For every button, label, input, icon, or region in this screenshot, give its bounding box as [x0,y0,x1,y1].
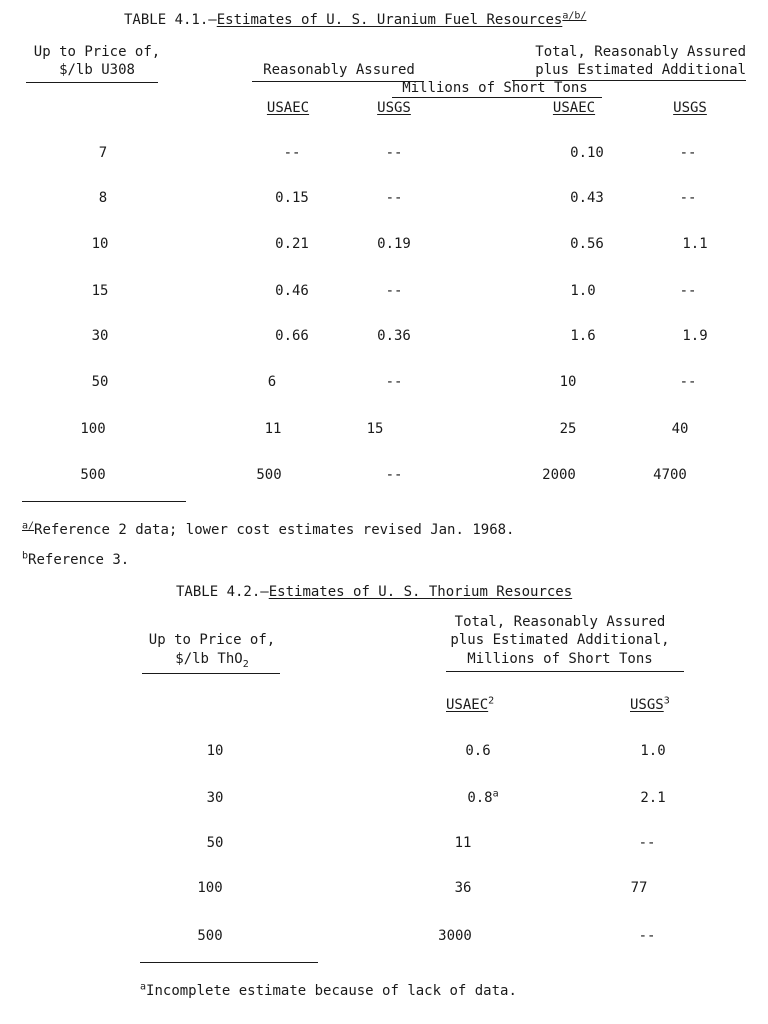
t2-col-price-underline [142,673,280,674]
t2-cell-price: 100 [197,880,223,896]
footnote-a-mark: a/ [22,520,35,532]
t2-cell-usgs: 1.0 [640,743,666,759]
cell-total-usgs: 1.9 [682,328,708,344]
cell-ra-usaec: 0.66 [275,328,309,344]
cell-ra-usaec: 500 [256,467,282,483]
table-4-1-label: TABLE 4.1. [124,12,209,28]
t2-cell-usaec-mark: a [492,788,499,800]
t2-col-price-unit: $/lb ThO [175,651,243,667]
cell-ra-usaec: 0.15 [275,190,309,206]
t2-group-total-underline [446,671,684,672]
cell-total-usgs: -- [679,190,697,206]
t2-cell-usaec-value: 11 [454,835,472,851]
t2-cell-usaec [433,790,533,807]
cell-total-usaec: 0.56 [570,236,604,252]
cell-ra-usgs: 0.36 [377,328,411,344]
t2-cell-price: 30 [206,790,224,806]
t2-subhead-usgs-ref: 3 [663,695,670,707]
t2-group-total-line2: plus Estimated Additional, [450,632,670,648]
cell-ra-usgs: -- [385,467,403,483]
t2-subhead-usgs [630,697,670,714]
cell-price: 7 [98,145,108,161]
col-price-header-line1: Up to Price of, [33,44,161,60]
table-4-2-label: TABLE 4.2. [176,584,261,600]
cell-ra-usaec: 0.46 [275,283,309,299]
cell-total-usgs: 1.1 [682,236,708,252]
t2-cell-usaec [413,835,513,852]
table-4-1-footnote-b [22,552,129,569]
subhead-ra-usaec: USAEC [266,100,310,116]
t2-cell-usaec-value: 36 [454,880,472,896]
cell-ra-usgs: -- [385,374,403,390]
t2-cell-usaec [428,743,528,760]
table-4-1-title-footnote-marks: a/b/ [562,10,587,22]
cell-total-usaec: 0.10 [570,145,604,161]
t2-cell-usgs: 77 [630,880,648,896]
cell-price: 500 [80,467,106,483]
col-price-header-line2: $/lb U308 [59,62,135,78]
cell-ra-usgs: -- [385,283,403,299]
cell-ra-usgs: 15 [366,421,384,437]
t2-footnote-a-mark: a [140,981,147,993]
cell-total-usgs: 4700 [653,467,687,483]
units-underline [392,97,602,98]
t2-group-total-line3: Millions of Short Tons [467,651,653,667]
group-reasonably-assured: Reasonably Assured [263,62,415,78]
t2-col-price-subscript: 2 [242,658,249,670]
cell-total-usgs: -- [679,374,697,390]
t2-cell-usaec [413,880,513,897]
cell-total-usaec: 25 [559,421,577,437]
cell-price: 30 [91,328,109,344]
t2-col-price-line2 [132,651,292,668]
t2-cell-usaec-value: 3000 [438,928,472,944]
cell-price: 10 [91,236,109,252]
t2-subhead-usaec [446,697,494,714]
subhead-ra-usgs: USGS [377,100,411,116]
cell-total-usaec: 0.43 [570,190,604,206]
group-total-line1: Total, Reasonably Assured [535,44,746,60]
cell-ra-usgs: -- [385,145,403,161]
t2-cell-usaec [405,928,505,945]
cell-total-usaec: 1.0 [570,283,596,299]
cell-ra-usgs: 0.19 [377,236,411,252]
cell-total-usgs: 40 [671,421,689,437]
footnote-b-text: Reference 3. [28,552,130,568]
title-dash: — [208,12,217,28]
subhead-total-usaec: USAEC [552,100,596,116]
t2-subhead-usaec-ref: 2 [488,695,495,707]
cell-total-usgs: -- [679,145,697,161]
table-4-1-title-text: Estimates of U. S. Uranium Fuel Resources [216,12,563,28]
title-dash: — [260,584,269,600]
footnote-a-text: Reference 2 data; lower cost estimates revised Jan. 1968. [34,522,515,538]
t2-cell-price: 10 [206,743,224,759]
table-4-1-footnote-a [22,522,514,539]
cell-total-usgs: -- [679,283,697,299]
cell-total-usaec: 2000 [542,467,576,483]
cell-ra-usaec: 0.21 [275,236,309,252]
cell-price: 15 [91,283,109,299]
t2-cell-usaec-value: 0.8 [467,790,493,806]
cell-total-usaec: 10 [559,374,577,390]
cell-price: 50 [91,374,109,390]
subhead-total-usgs: USGS [673,100,707,116]
t2-cell-price: 500 [197,928,223,944]
cell-price: 8 [98,190,108,206]
t2-cell-price: 50 [206,835,224,851]
t2-cell-usgs: -- [638,928,656,944]
table-4-2-title-text: Estimates of U. S. Thorium Resources [268,584,573,600]
table-4-2-title [176,584,572,601]
cell-ra-usaec: 6 [267,374,277,390]
t2-group-total-line1: Total, Reasonably Assured [454,614,666,630]
t2-subhead-usaec-text: USAEC [446,697,489,713]
table-4-2-footnote-a [140,983,517,1000]
cell-ra-usaec: -- [283,145,301,161]
group-total-line2: plus Estimated Additional [535,62,746,78]
t2-subhead-usgs-text: USGS [630,697,664,713]
units-label: Millions of Short Tons [402,80,588,96]
col-price-underline [26,82,158,83]
t2-cell-usaec-value: 0.6 [465,743,491,759]
t2-footnote-a-text: Incomplete estimate because of lack of data. [146,983,517,999]
cell-price: 100 [80,421,106,437]
t2-footnote-separator [140,962,318,963]
t2-col-price-line1: Up to Price of, [148,632,276,648]
t2-cell-usgs: 2.1 [640,790,666,806]
cell-ra-usgs: -- [385,190,403,206]
cell-total-usaec: 1.6 [570,328,596,344]
t2-cell-usgs: -- [638,835,656,851]
footnote-b-mark: b [22,550,29,562]
table-4-1-title [124,12,586,29]
footnote-separator [22,501,186,502]
cell-ra-usaec: 11 [264,421,282,437]
